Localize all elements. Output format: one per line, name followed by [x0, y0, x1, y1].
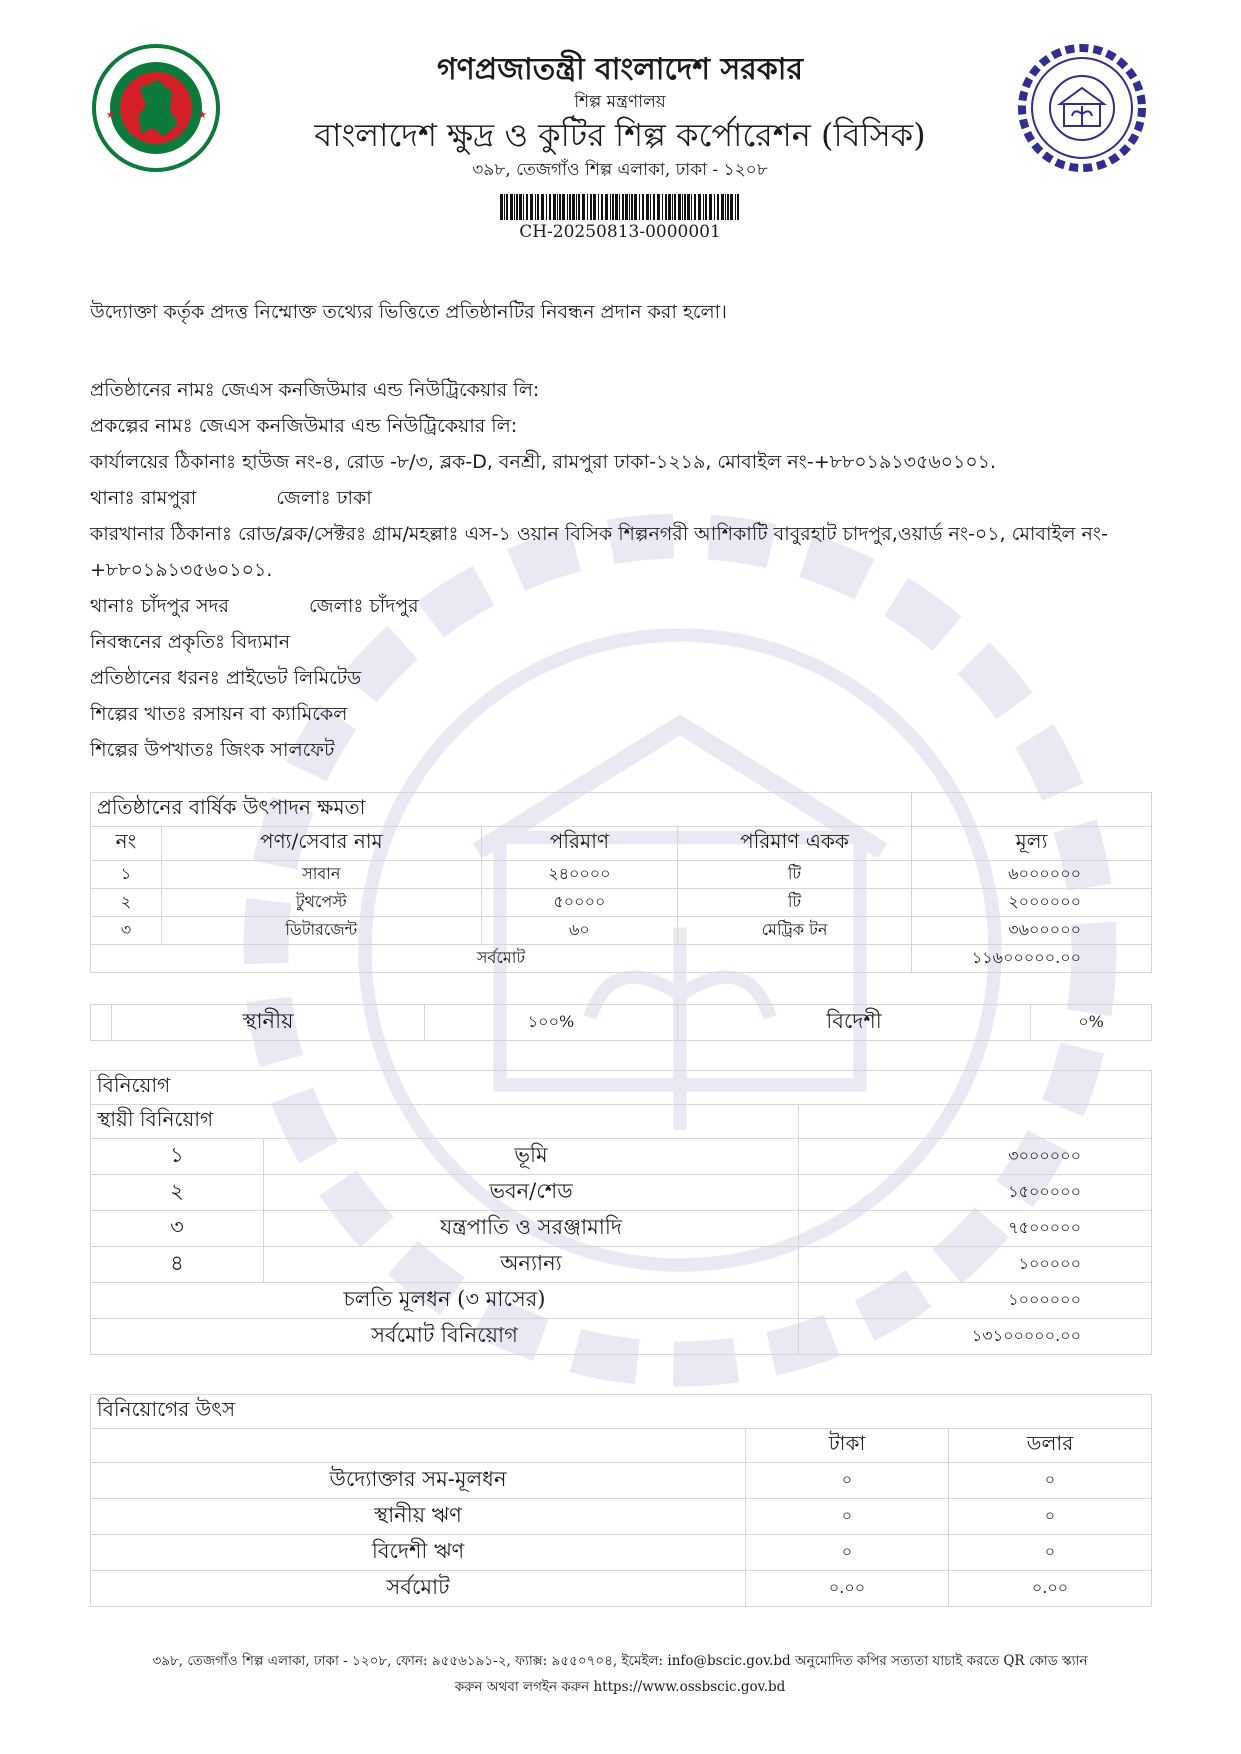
- footer-line-2: করুন অথবা লগইন করুন https://www.ossbscic.gov.bd: [454, 1679, 786, 1695]
- cell: ০: [949, 1499, 1152, 1535]
- registration-type: নিবন্ধনের প্রকৃতিঃ বিদ্যমান: [90, 631, 291, 653]
- cell: ১: [91, 1139, 264, 1175]
- total-investment-label: সর্বমোট বিনিয়োগ: [91, 1319, 799, 1355]
- org-type: প্রতিষ্ঠানের ধরনঃ প্রাইভেট লিমিটেড: [90, 667, 362, 689]
- total-row: [91, 1571, 1152, 1607]
- column-header: পণ্য/সেবার নাম: [161, 827, 481, 861]
- foreign-label: বিদেশী: [678, 1005, 1031, 1041]
- market-table: [90, 1004, 1152, 1041]
- column-header: পরিমাণ একক: [678, 827, 912, 861]
- table-row: [91, 1499, 1152, 1535]
- svg-text:★: ★: [198, 110, 207, 121]
- corporation-title: বাংলাদেশ ক্ষুদ্র ও কুটির শিল্প কর্পোরেশন (বিসিক): [314, 116, 926, 154]
- cell: ০: [949, 1463, 1152, 1499]
- column-header: পরিমাণ: [481, 827, 677, 861]
- cell: টুথপেস্ট: [161, 889, 481, 917]
- cell: ৪: [91, 1247, 264, 1283]
- cell: অন্যান্য: [264, 1247, 799, 1283]
- ministry-title: শিল্প মন্ত্রণালয়: [574, 92, 666, 112]
- table-row: [91, 1175, 1152, 1211]
- total-value: ১১৬০০০০০.০০: [911, 945, 1151, 973]
- office-thana: থানাঃ রামপুরা: [90, 487, 197, 509]
- cell: ১৫০০০০০: [799, 1175, 1152, 1211]
- working-capital-value: ১০০০০০০: [799, 1283, 1152, 1319]
- total-investment-value: ১৩১০০০০০.০০: [799, 1319, 1152, 1355]
- table-row: [91, 861, 1152, 889]
- cell: যন্ত্রপাতি ও সরঞ্জামাদি: [264, 1211, 799, 1247]
- office-address: কার্যালয়ের ঠিকানাঃ হাউজ নং-৪, রোড -৮/৩, ব্লক-D, বনশ্রী, রামপুরা ঢাকা-১২১৯, মোবাইল নং-+৮৮০১৯১৩৫৬০১০১.: [90, 451, 997, 473]
- cell: ০: [746, 1499, 949, 1535]
- factory-thana: থানাঃ চাঁদপুর সদর: [90, 595, 229, 617]
- barcode-icon: [500, 194, 740, 220]
- column-header: টাকা: [746, 1429, 949, 1463]
- cell: ভূমি: [264, 1139, 799, 1175]
- working-capital-row: [91, 1283, 1152, 1319]
- org-name: প্রতিষ্ঠানের নামঃ জেএস কনজিউমার এন্ড নিউট্রিকেয়ার লি:: [90, 379, 540, 401]
- cell: ডিটারজেন্ট: [161, 917, 481, 945]
- local-value: ১০০%: [425, 1005, 678, 1041]
- column-header: মূল্য: [911, 827, 1151, 861]
- investment-title: বিনিয়োগ: [91, 1071, 1152, 1105]
- footer-line-1: ৩৯৮, তেজগাঁও শিল্প এলাকা, ঢাকা - ১২০৮, ফোন: ৯৫৫৬১৯১-২, ফ্যাক্স: ৯৫৫০৭০৪, ইমেইল: info@bscic.gov.bd অনুমোদিত কপির সত্যতা যাচাই করতে QR কোড স্ক্যান: [152, 1653, 1088, 1669]
- cell: ২: [91, 889, 162, 917]
- table-header-row: [91, 1429, 1152, 1463]
- local-label: স্থানীয়: [112, 1005, 425, 1041]
- organization-info: [90, 372, 1150, 768]
- table-row: [91, 889, 1152, 917]
- column-header: নং: [91, 827, 162, 861]
- fixed-investment-title: স্থায়ী বিনিয়োগ: [91, 1105, 799, 1139]
- capacity-title: প্রতিষ্ঠানের বার্ষিক উৎপাদন ক্ষমতা: [91, 793, 912, 827]
- table-row: [91, 1535, 1152, 1571]
- table-row: [91, 1139, 1152, 1175]
- bscic-logo: [1016, 42, 1148, 174]
- cell: ২০০০০০০: [911, 889, 1151, 917]
- factory-address: কারখানার ঠিকানাঃ রোড/ব্লক/সেক্টরঃ গ্রাম/মহল্লাঃ এস-১ ওয়ান বিসিক শিল্পনগরী আশিকাটি বাবুরহাট চাদপুর,ওয়ার্ড নং-০১, মোবাইল নং-+৮৮০১৯১৩৫৬০১০১.: [90, 523, 1108, 581]
- intro-text: উদ্যোক্তা কর্তৃক প্রদত্ত নিম্মোক্ত তথ্যের ভিত্তিতে প্রতিষ্ঠানটির নিবন্ধন প্রদান করা হলো।: [90, 301, 727, 323]
- cell: ১: [91, 861, 162, 889]
- office-district: জেলাঃ ঢাকা: [276, 487, 372, 509]
- cell: ৩৬০০০০০: [911, 917, 1151, 945]
- cell: উদ্যোক্তার সম-মূলধন: [91, 1463, 746, 1499]
- cell: ৬০০০০০০: [911, 861, 1151, 889]
- cell: স্থানীয় ঋণ: [91, 1499, 746, 1535]
- cell: ২: [91, 1175, 264, 1211]
- cell: ৩০০০০০০: [799, 1139, 1152, 1175]
- project-name: প্রকল্পের নামঃ জেএস কনজিউমার এন্ড নিউট্রিকেয়ার লি:: [90, 415, 518, 437]
- cell: সর্বমোট: [91, 1571, 746, 1607]
- cell: ৩: [91, 917, 162, 945]
- foreign-value: ০%: [1031, 1005, 1152, 1041]
- cell: ৫০০০০: [481, 889, 677, 917]
- cell: ৭৫০০০০০: [799, 1211, 1152, 1247]
- govt-title: গণপ্রজাতন্ত্রী বাংলাদেশ সরকার: [437, 52, 803, 87]
- total-row: [91, 1319, 1152, 1355]
- cell: ০.০০: [949, 1571, 1152, 1607]
- cell: মেট্রিক টন: [678, 917, 912, 945]
- cell: সাবান: [161, 861, 481, 889]
- cell: ০: [746, 1535, 949, 1571]
- working-capital-label: চলতি মূলধন (৩ মাসের): [91, 1283, 799, 1319]
- cell: টি: [678, 861, 912, 889]
- industry-sector: শিল্পের খাতঃ রসায়ন বা ক্যামিকেল: [90, 703, 348, 725]
- cell: ১০০০০০: [799, 1247, 1152, 1283]
- total-label: সর্বমোট: [91, 945, 912, 973]
- table-row: [91, 1247, 1152, 1283]
- office-location: [90, 480, 1150, 516]
- cell: ০: [746, 1463, 949, 1499]
- cell: ৬০: [481, 917, 677, 945]
- investment-table: [90, 1070, 1152, 1355]
- table-header-row: [91, 827, 1152, 861]
- footer: [70, 1648, 1170, 1700]
- certificate-number: CH-20250813-0000001: [519, 222, 721, 242]
- capacity-table: [90, 792, 1152, 973]
- cell: টি: [678, 889, 912, 917]
- cell: ২৪০০০০: [481, 861, 677, 889]
- factory-location: [90, 588, 1150, 624]
- table-row: [91, 1463, 1152, 1499]
- column-header: ডলার: [949, 1429, 1152, 1463]
- govt-seal-logo: [88, 40, 224, 190]
- header-address: ৩৯৮, তেজগাঁও শিল্প এলাকা, ঢাকা - ১২০৮: [472, 160, 768, 180]
- document-header: [250, 50, 990, 242]
- factory-district: জেলাঃ চাঁদপুর: [308, 595, 419, 617]
- cell: ০.০০: [746, 1571, 949, 1607]
- cell: ৩: [91, 1211, 264, 1247]
- svg-text:★: ★: [106, 110, 115, 121]
- total-row: [91, 945, 1152, 973]
- cell: ভবন/শেড: [264, 1175, 799, 1211]
- cell: বিদেশী ঋণ: [91, 1535, 746, 1571]
- table-row: [91, 1211, 1152, 1247]
- source-title: বিনিয়োগের উৎস: [91, 1395, 1152, 1429]
- industry-subsector: শিল্পের উপখাতঃ জিংক সালফেট: [90, 739, 335, 761]
- cell: ০: [949, 1535, 1152, 1571]
- investment-source-table: [90, 1394, 1152, 1607]
- table-row: [91, 917, 1152, 945]
